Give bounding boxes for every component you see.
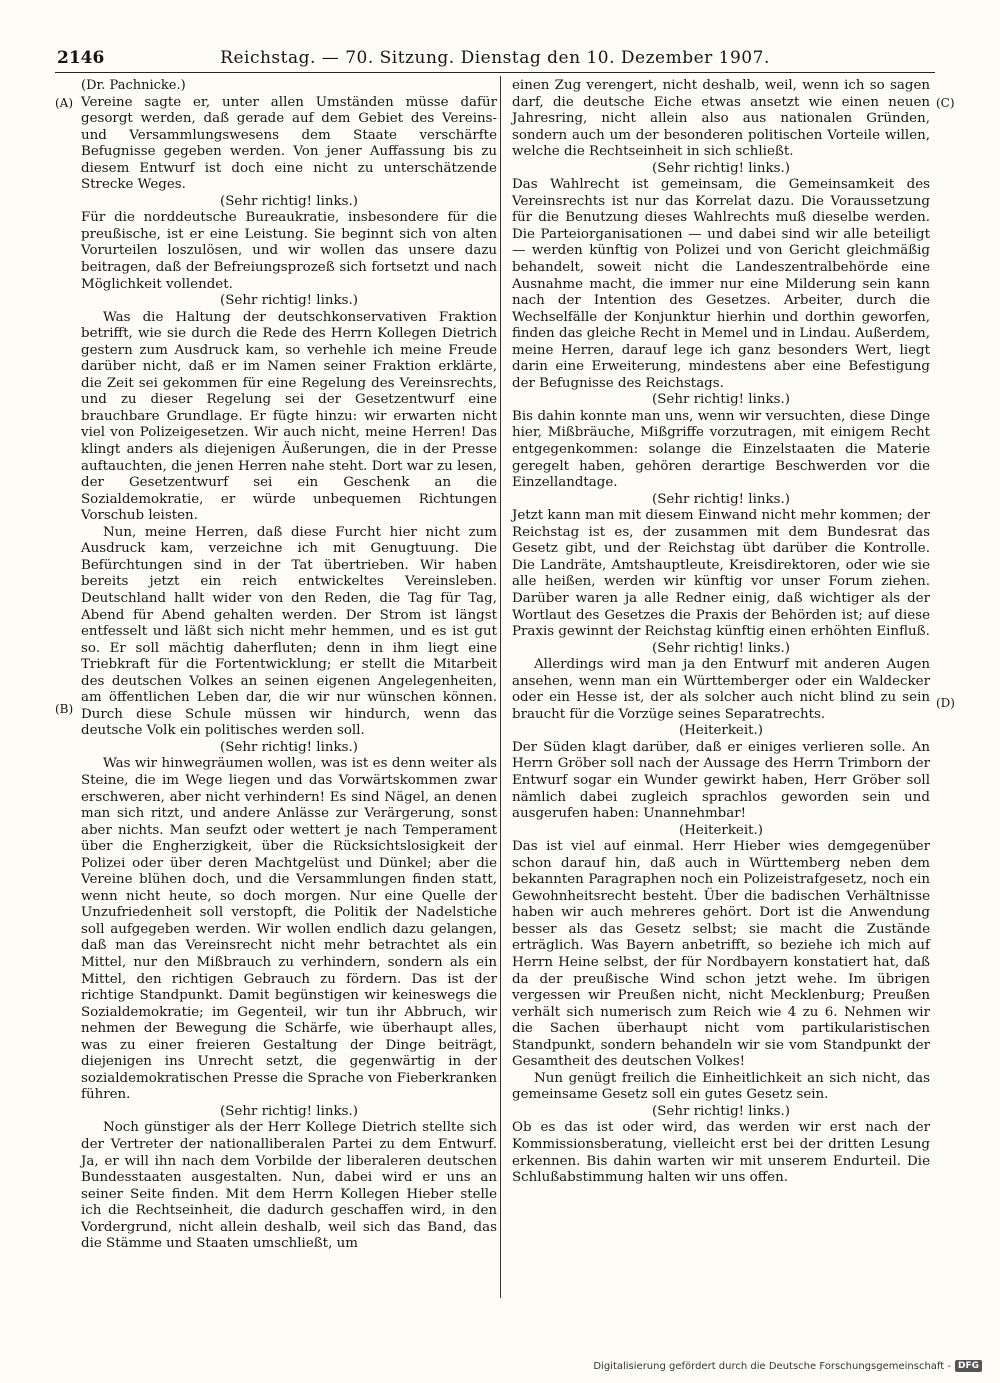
paragraph: Was die Haltung der deutschkonservativen Fraktion betrifft, wie sie durch die Rede des Herrn Kollegen Dietrich gestern zum Ausdruck kam, so verhehle ich meine Freude darüber nicht, daß er im Namen seiner Fraktion erklärte, die Zeit sei gekommen für eine Regelung des Vereinsrechts, und zu dieser Regelung sei der Gesetzentwurf eine brauchbare Grundlage. Er fügte hinzu: wir erwarten nicht viel von Polizeigesetzen. Wir auch nicht, meine Herren! Das klingt anders als diejenigen Äußerungen, die in der Presse auftauchten, die jenen Herren nahe steht. Dort war zu lesen, der Gesetzentwurf sei ein Geschenk an die Sozialdemokratie, er würde unbequemen Richtungen Vorschub leisten.: [81, 309, 497, 524]
paragraph: Nun, meine Herren, daß diese Furcht hier nicht zum Ausdruck kam, verzeichne ich mit Genugtuung. Die Befürchtungen sind in der Tat übertrieben. Wir haben bereits jetzt ein reich entwickeltes Vereinsleben. Deutschland hallt wider von den Reden, die Tag für Tag, Abend für Abend gehalten werden. Der Strom ist längst entfesselt und läßt sich nicht mehr hemmen, und es ist gut so. Er soll mächtig daherfluten; denn in ihm liegt eine Triebkraft für die Fortentwicklung; er stellt die Mitarbeit des deutschen Volkes an seinen eigenen Angelegenheiten, am öffentlichen Leben dar, die wir nur wünschen können. Durch diese Schule müssen wir hindurch, wenn das deutsche Volk ein politisches werden soll.: [81, 524, 497, 739]
paragraph: Für die norddeutsche Bureaukratie, insbesondere für die preußische, ist er eine Leistung. Sie beginnt sich von alten Vorurteilen loszulösen, und wir wollen das unsere dazu beitragen, daß der Befreiungsprozeß sich fortsetzt und nach Möglichkeit vollendet.: [81, 210, 497, 292]
page-number: 2146: [57, 48, 105, 68]
running-title: Reichstag. — 70. Sitzung. Dienstag den 10. Dezember 1907.: [220, 48, 770, 68]
paragraph: Jetzt kann man mit diesem Einwand nicht mehr kommen; der Reichstag ist es, der zusammen mit dem Bundesrat das Gesetz gibt, und der Reichstag übt darüber die Kontrolle. Die Landräte, Amtshauptleute, Kreisdirektoren, oder wie sie alle heißen, werden wir künftig vor unser Forum ziehen. Darüber waren ja alle Redner einig, daß wichtiger als der Wortlaut des Gesetzes die Praxis der Behörden ist; auf diese Praxis gewinnt der Reichstag künftig einen erhöhten Einfluß.: [512, 508, 930, 640]
paragraph: Noch günstiger als der Herr Kollege Dietrich stellte sich der Vertreter der nationalliberalen Partei zu dem Entwurf. Ja, er will ihn nach dem Vorbilde der liberaleren deutschen Bundesstaaten ausgestalten. Nun, dabei wird er uns an seiner Seite finden. Mit dem Herrn Kollegen Hieber stelle ich die Rechtseinheit, die dadurch geschaffen wird, in den Vordergrund, nicht allein deshalb, weil sich das Band, das die Stämme und Staaten umschließt, um: [81, 1120, 497, 1252]
interjection: (Sehr richtig! links.): [220, 739, 358, 755]
paragraph: Vereine sagte er, unter allen Umständen müsse dafür gesorgt werden, daß gerade auf dem Gebiet des Vereins- und Versammlungswesens dem Staate verschärfte Befugnisse gegeben werden. Von jener Auffassung bis zu diesem Entwurf ist doch eine nicht zu unterschätzende Strecke Weges.: [81, 94, 497, 193]
interjection: (Sehr richtig! links.): [220, 193, 358, 209]
left-column: [81, 78, 497, 1253]
margin-marker-c: (C): [936, 96, 955, 110]
interjection: (Sehr richtig! links.): [220, 1103, 358, 1119]
paragraph: Ob es das ist oder wird, das werden wir erst nach der Kommissionsberatung, vielleicht erst bei der dritten Lesung erkennen. Bis dahin warten wir mit unserem Endurteil. Die Schlußabstimmung halten wir uns offen.: [512, 1120, 930, 1186]
interjection: (Sehr richtig! links.): [652, 491, 790, 507]
paragraph: Was wir hinwegräumen wollen, was ist es denn weiter als Steine, die im Wege liegen und das Vorwärtskommen zwar erschweren, aber nicht verhindern! Es sind Nägel, an denen man sich ritzt, und andere Anlässe zur Verärgerung, sonst aber nichts. Man seufzt oder wettert je nach Temperament über die Engherzigkeit, über die Rücksichtslosigkeit der Polizei oder über deren Machtgelüst und Dünkel; aber die Vereine blühen doch, und die Versammlungen finden statt, wenn nicht heute, so doch morgen. Nur eine Quelle der Unzufriedenheit soll verstopft, die Politik der Nadelstiche soll aufgegeben werden. Wir wollen endlich dazu gelangen, daß man das Vereinsrecht nicht mehr betrachtet als ein Mittel, nur den Mißbrauch zu verhindern, sondern als ein Mittel, den richtigen Gebrauch zu fördern. Das ist der richtige Standpunkt. Damit begünstigen wir keineswegs die Sozialdemokratie; im Gegenteil, wir tun ihr Abbruch, wir nehmen der Bewegung die Schärfe, wie überhaupt alles, was zu einer freieren Gestaltung der Dinge beiträgt, diejenigen ins Unrecht setzt, die gegenwärtig in der sozialdemokratischen Presse die Sprache von Fieberkranken führen.: [81, 756, 497, 1103]
paragraph: Das Wahlrecht ist gemeinsam, die Gemeinsamkeit des Vereinsrechts ist nur das Korrelat dazu. Die Voraussetzung für die Benutzung dieses Wahlrechts muß dieselbe werden. Die Parteiorganisationen — und dabei sind wir alle beteiligt — werden künftig von Polizei und von Gericht gleichmäßig behandelt, soweit nicht die Landeszentralbehörde eine Ausnahme macht, die immer nur eine Milderung sein kann nach der Intention des Gesetzes. Arbeiter, durch die Wechselfälle der Konjunktur hierhin und dorthin geworfen, finden das gleiche Recht in Memel und in Lindau. Außerdem, meine Herren, darauf lege ich ganz besonders Wert, liegt darin eine Erweiterung, mindestens aber eine Befestigung der Befugnisse des Reichstags.: [512, 177, 930, 391]
speaker-name: (Dr. Pachnicke.): [81, 78, 186, 93]
paragraph: einen Zug verengert, nicht deshalb, weil, wenn ich so sagen darf, die deutsche Eiche etwas ansetzt wie einen neuen Jahresring, nicht allein also aus nationalen Gründen, sondern auch um der besonderen politischen Vorteile willen, welche die Rechtseinheit in sich schließt.: [512, 78, 930, 160]
interjection: (Sehr richtig! links.): [220, 293, 358, 309]
running-header: [55, 46, 935, 73]
dfg-logo-icon: DFG: [955, 1360, 982, 1372]
column-divider: [500, 76, 501, 1298]
interjection: (Sehr richtig! links.): [652, 160, 790, 176]
interjection: (Sehr richtig! links.): [652, 392, 790, 408]
interjection: (Heiterkeit.): [679, 822, 763, 838]
interjection: (Heiterkeit.): [679, 723, 763, 739]
margin-marker-a: (A): [55, 96, 74, 110]
interjection: (Sehr richtig! links.): [652, 1103, 790, 1119]
digitization-credit: [593, 1360, 982, 1372]
right-column: [512, 78, 930, 1187]
paragraph: Allerdings wird man ja den Entwurf mit anderen Augen ansehen, wenn man ein Württemberger oder ein Waldecker oder ein Hesse ist, der als solcher auch nicht blind zu sein braucht für die Vorzüge seines Separatrechts.: [512, 657, 930, 722]
paragraph: Das ist viel auf einmal. Herr Hieber wies demgegenüber schon darauf hin, daß auch in Württemberg neben dem bekannten Paragraphen noch ein Polizeistrafgesetz, noch ein Gewohnheitsrecht besteht. Über die badischen Verhältnisse haben wir auch mehreres gehört. Dort ist die Anwendung besser als das Gesetz selbst; sie macht die Zustände erträglich. Was Bayern anbetrifft, so beziehe ich mich auf Herrn Heine selbst, der für Nordbayern konstatiert hat, daß da der preußische Wind schon jetzt wehe. Im übrigen vergessen wir Preußen nicht, nicht Mecklenburg; Preußen verhält sich numerisch zum Reich wie 4 zu 6. Nehmen wir die Sachen überhaupt nicht vom partikularistischen Standpunkt, sondern behandeln wir sie vom Standpunkt der Gesamtheit des deutschen Volkes!: [512, 839, 930, 1070]
interjection: (Sehr richtig! links.): [652, 640, 790, 656]
paragraph: Bis dahin konnte man uns, wenn wir versuchten, diese Dinge hier, Mißbräuche, Mißgriffe vorzutragen, mit einigem Recht entgegenkommen: solange die Einzelstaaten die Materie geregelt haben, gehören derartige Beschwerden vor die Einzellandtage.: [512, 408, 930, 491]
margin-marker-b: (B): [55, 702, 74, 716]
paragraph: Nun genügt freilich die Einheitlichkeit an sich nicht, das gemeinsame Gesetz soll ein gutes Gesetz sein.: [512, 1070, 930, 1103]
paragraph: Der Süden klagt darüber, daß er einiges verlieren solle. An Herrn Gröber soll nach der Aussage des Herrn Trimborn der Entwurf sogar ein Wunder gewirkt haben, Herr Gröber soll nämlich dabei zugleich sprachlos geworden sein und ausgerufen haben: Unannehmbar!: [512, 739, 930, 822]
credit-text: Digitalisierung gefördert durch die Deutsche Forschungsgemeinschaft -: [593, 1360, 951, 1372]
margin-marker-d: (D): [936, 696, 955, 710]
